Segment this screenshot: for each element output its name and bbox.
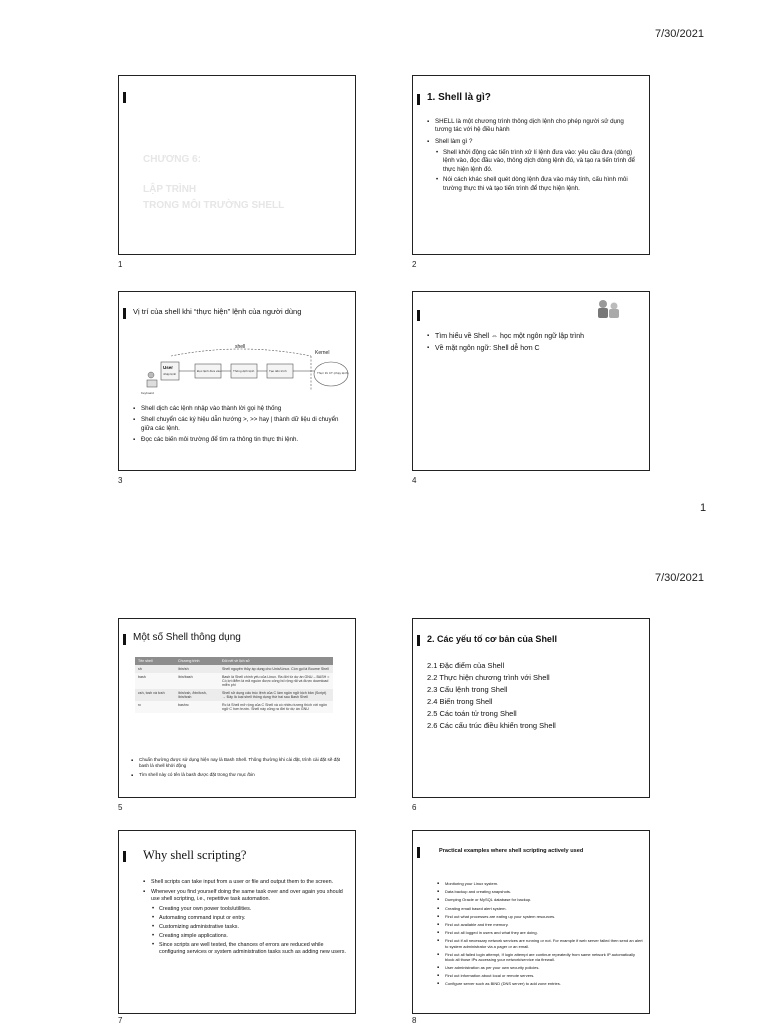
bullet-item: ▪ SHELL là một chương trình thông dịch lệnh cho phép người sử dụng tương tác với hệ điều hành — [427, 118, 641, 135]
title-marker — [123, 308, 126, 319]
table-header: Tên shell — [135, 657, 175, 665]
faded-title-line: TRONG MÔI TRƯỜNG SHELL — [143, 200, 285, 211]
faded-title-line: LẬP TRÌNH — [143, 184, 197, 195]
diagram-process-label: Tạo tiến trình — [269, 369, 287, 373]
bullet-item: ▪ Chuẩn thường được sử dụng hiện nay là Bash Shell. Thông thường khi cài đặt, trình cài đặt sẽ đặt bash là shell khởi động — [131, 757, 347, 769]
title-marker — [417, 310, 420, 321]
page-date: 7/30/2021 — [655, 572, 704, 584]
list-item: ▪ Find out information about local or remote servers. — [437, 973, 643, 978]
diagram-exec-label: Thực thi CT (chạy lệnh) — [317, 371, 349, 375]
shell-table — [135, 657, 333, 713]
table-cell: Bash là Shell chính yếu của Linux. Ra đời từ dự án GNU – BASH = Có lợi điểm là mã nguồn được công bố rộng rãi và được download miễn phí — [219, 673, 333, 689]
diagram-read-label: Đọc lệnh đưa vào — [197, 369, 221, 373]
table-cell: /bin/bash — [175, 673, 219, 689]
title-marker — [123, 92, 126, 103]
table-header: Chương trình — [175, 657, 219, 665]
table-cell: bashrc — [175, 701, 219, 713]
toc-item[interactable]: 2.5 Các toán tử trong Shell — [427, 709, 517, 718]
table-row — [135, 701, 333, 713]
sub-bullet-item: • Nói cách khác shell quét dòng lệnh đưa vào máy tính, cấu hình môi trường thực thi và tạo tiến trình để thực hiện lệnh. — [427, 176, 641, 193]
slide-title: 1. Shell là gì? — [427, 92, 491, 103]
slide-title: 2. Các yếu tố cơ bản của Shell — [427, 634, 557, 644]
bullet-item: ▪ Whenever you find yourself doing the same task over and over again you should use shell scripting, i.e., repetitive task automation. — [143, 889, 347, 903]
slide-number: 2 — [412, 260, 417, 269]
title-marker — [417, 635, 420, 646]
title-marker — [417, 847, 420, 858]
person-icon — [148, 372, 154, 378]
shell-position-diagram — [131, 342, 351, 402]
bullet-item: ▪ Tìm shell này có tên là bash được đặt trong thư mục /bin — [131, 772, 347, 778]
sub-bullet-item: • Since scripts are well tested, the chances of errors are reduced while configuring services or system administration tasks such as adding new users. — [143, 942, 347, 956]
bullet-item: ▪ Shell chuyển các ký hiệu dẫn hướng >, >> hay | thành dữ liệu di chuyển giữa các lệnh. — [133, 416, 347, 433]
bullet-item: ▪ Về mặt ngôn ngữ: Shell dễ hơn C — [427, 344, 641, 353]
slide-thumbnail[interactable] — [118, 618, 356, 798]
sub-bullet-item: • Automating command input or entry. — [143, 915, 347, 922]
page-number: 1 — [700, 502, 707, 514]
slide-thumbnail[interactable] — [118, 291, 356, 471]
list-item: ▪ Configure server such as BIND (DNS server) to add zone entries. — [437, 981, 643, 986]
slide-thumbnail[interactable] — [412, 75, 650, 255]
bullet-item: ▪ Shell dịch các lệnh nhập vào thành lời gọi hệ thống — [133, 405, 347, 413]
table-cell: Shell nguyên thủy áp dụng cho Unix/Linux. Còn gọi là Bourne Shell — [219, 665, 333, 673]
table-row — [135, 665, 333, 673]
toc-item[interactable]: 2.4 Biến trong Shell — [427, 697, 493, 706]
slide-thumbnail[interactable] — [412, 291, 650, 471]
table-cell: bash — [135, 673, 175, 689]
list-item: ▪ Find out what processes are eating up your system resources. — [437, 914, 643, 919]
list-item: ▪ Find out if all necessary network services are running or not. For example if web server failed then send an alert to system administrator via a pager or an email. — [437, 938, 643, 948]
bullet-item: ▪ Shell scripts can take input from a user or file and output them to the screen. — [143, 879, 347, 886]
slide-number: 6 — [412, 803, 417, 812]
faded-chapter-label: CHƯƠNG 6: — [143, 154, 201, 165]
title-marker — [417, 94, 420, 105]
toc-item[interactable]: 2.6 Các cấu trúc điều khiển trong Shell — [427, 721, 556, 730]
slide-title: Why shell scripting? — [143, 848, 247, 862]
slide-number: 3 — [118, 476, 123, 485]
bullet-item: ▪ Tìm hiểu về Shell ⇔ học một ngôn ngữ lập trình — [427, 332, 641, 341]
sub-bullet-item: • Creating your own power tools/utilities. — [143, 906, 347, 913]
table-header: Đôi nét về lịch sử — [219, 657, 333, 665]
table-cell: /bin/csh, /bin/tcsh, /bin/tcsh — [175, 689, 219, 701]
sub-bullet-item: • Customizing administrative tasks. — [143, 924, 347, 931]
list-item: ▪ Find out all logged in users and what they are doing. — [437, 930, 643, 935]
slide-thumbnail[interactable] — [118, 75, 356, 255]
table-cell: Shell sử dụng cấu trúc lệnh của C làm ngôn ngữ kịch bản (Script) → Đây là loại shell thông dụng thứ hai sau Bash Shell — [219, 689, 333, 701]
diagram-user-label: User — [163, 365, 174, 370]
keyboard-icon — [147, 380, 157, 387]
slide-title: Vị trí của shell khi “thực hiện” lệnh của người dùng — [133, 307, 302, 316]
table-cell: csh, tcsh và tcsh — [135, 689, 175, 701]
slide-thumbnail[interactable] — [118, 830, 356, 1014]
table-cell: sh — [135, 665, 175, 673]
title-marker — [123, 851, 126, 862]
diagram-kernel-label: Kernel — [315, 350, 330, 356]
toc-item[interactable]: 2.3 Cấu lệnh trong Shell — [427, 685, 508, 694]
slide-title: Một số Shell thông dụng — [133, 632, 241, 643]
diagram-keyboard-label: Keyboard — [141, 391, 154, 395]
list-item: ▪ Data backup and creating snapshots. — [437, 889, 643, 894]
slide-thumbnail[interactable] — [412, 618, 650, 798]
slide-number: 7 — [118, 1016, 123, 1025]
list-item: ▪ Dumping Oracle or MySQL database for backup. — [437, 897, 643, 902]
list-item: ▪ User administration as per your own security policies. — [437, 965, 643, 970]
table-cell: Rc là Shell mở rộng của C Shell và có nhiều tương thích với ngôn ngữ C hơn trước. Shell này cũng ra đời từ dự án GNU — [219, 701, 333, 713]
title-marker — [123, 634, 126, 645]
table-cell: rc — [135, 701, 175, 713]
list-item: ▪ Find out available and free memory. — [437, 922, 643, 927]
slide-number: 8 — [412, 1016, 417, 1025]
sub-bullet-item: • Shell khởi động các tiến trình xử lí lệnh đưa vào: yêu cầu đưa (dòng) lệnh vào, đọc đầu vào, thông dịch dòng lệnh đó, và tạo ra tiến trình để thực hiện lệnh đó. — [427, 149, 641, 174]
bullet-item: ▪ Shell làm gì ? — [427, 138, 641, 146]
people-clipart-icon — [593, 298, 621, 320]
slide-title: Practical examples where shell scripting actively used — [439, 848, 584, 854]
sub-bullet-item: • Creating simple applications. — [143, 933, 347, 940]
diagram-user-sub: nhập lệnh — [163, 372, 177, 376]
bullet-item: ▪ Đọc các biến môi trường để tìm ra thông tin thực thi lệnh. — [133, 436, 347, 444]
slide-number: 4 — [412, 476, 417, 485]
table-row — [135, 673, 333, 689]
table-cell: /bin/sh — [175, 665, 219, 673]
slide-thumbnail[interactable] — [412, 830, 650, 1014]
table-row — [135, 689, 333, 701]
page-date: 7/30/2021 — [655, 28, 704, 40]
slide-number: 5 — [118, 803, 123, 812]
toc-item[interactable]: 2.1 Đặc điểm của Shell — [427, 661, 505, 670]
diagram-shell-label: shell — [235, 344, 246, 350]
list-item: ▪ Find out all failed login attempt, If login attempt are continue repeatedly from same network IP automatically block all those IPs accessing your network/service via firewall. — [437, 952, 643, 962]
slide-number: 1 — [118, 260, 123, 269]
list-item: ▪ Monitoring your Linux system. — [437, 881, 643, 886]
list-item: ▪ Creating email based alert system. — [437, 906, 643, 911]
toc-item[interactable]: 2.2 Thực hiện chương trình với Shell — [427, 673, 550, 682]
diagram-interpret-label: Thông dịch lệnh — [233, 369, 255, 373]
